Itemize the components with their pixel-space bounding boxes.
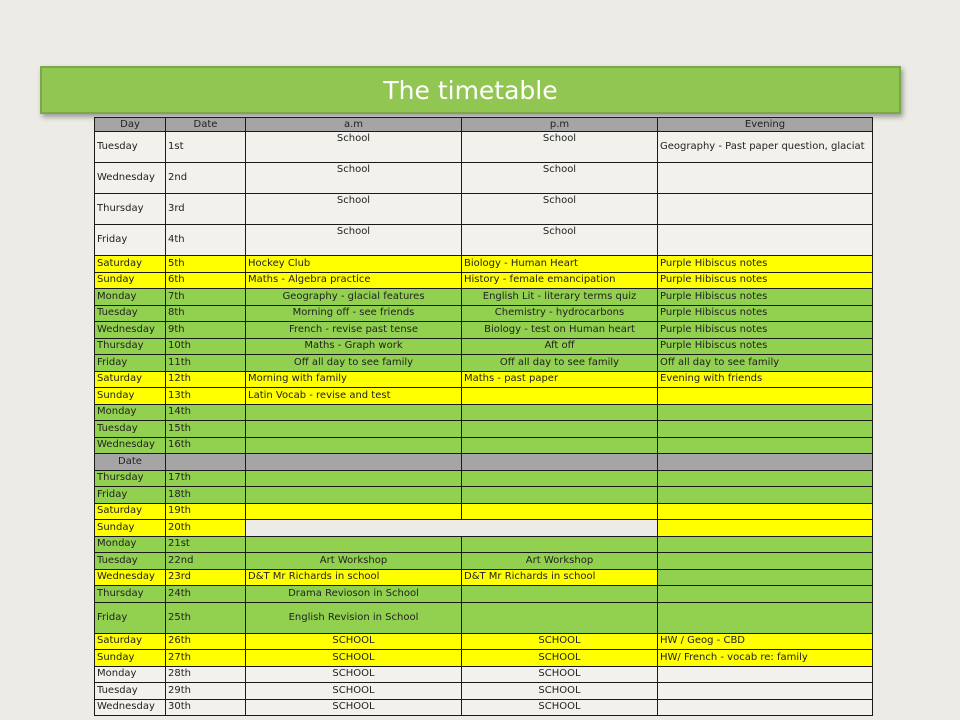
cell-am[interactable] [246, 503, 462, 520]
table-row [95, 272, 873, 289]
cell-date[interactable]: 4th [166, 225, 246, 256]
cell-date[interactable]: 23rd [166, 569, 246, 586]
cell-am[interactable]: Maths - Graph work [246, 338, 462, 355]
cell-evening[interactable] [658, 586, 873, 603]
cell-pm[interactable]: School [462, 225, 658, 256]
cell-day[interactable]: Tuesday [95, 683, 166, 700]
table-row [95, 650, 873, 667]
cell-am[interactable]: Art Workshop [246, 553, 462, 570]
cell-am[interactable] [246, 487, 462, 504]
cell-day[interactable]: Sunday [95, 520, 166, 537]
cell-date[interactable]: 12th [166, 371, 246, 388]
table-row [95, 225, 873, 256]
cell-am[interactable] [246, 536, 462, 553]
cell-am[interactable]: SCHOOL [246, 666, 462, 683]
cell-am[interactable]: Latin Vocab - revise and test [246, 388, 462, 405]
cell-day[interactable]: Friday [95, 487, 166, 504]
cell-date[interactable]: 1st [166, 132, 246, 163]
cell-day[interactable]: Friday [95, 225, 166, 256]
page-title: The timetable [383, 75, 558, 105]
cell-pm[interactable]: Art Workshop [462, 553, 658, 570]
cell-pm[interactable]: Aft off [462, 338, 658, 355]
table-row [95, 322, 873, 339]
cell-date[interactable]: 7th [166, 289, 246, 306]
cell-am[interactable]: D&T Mr Richards in school [246, 569, 462, 586]
table-row [95, 536, 873, 553]
cell-evening[interactable]: HW/ French - vocab re: family [658, 650, 873, 667]
cell-day[interactable]: Monday [95, 666, 166, 683]
cell-pm[interactable] [462, 503, 658, 520]
header-pm: p.m [462, 118, 658, 132]
cell-date[interactable]: 2nd [166, 163, 246, 194]
cell-pm[interactable]: D&T Mr Richards in school [462, 569, 658, 586]
cell-evening[interactable] [658, 437, 873, 454]
cell-am[interactable]: School [246, 194, 462, 225]
table-row [95, 553, 873, 570]
cell-pm[interactable]: School [462, 163, 658, 194]
cell-day[interactable]: Wednesday [95, 322, 166, 339]
cell-pm[interactable] [462, 404, 658, 421]
cell-evening[interactable] [658, 536, 873, 553]
table-row [95, 437, 873, 454]
cell-am[interactable]: English Revision in School [246, 602, 462, 633]
cell-pm[interactable] [462, 454, 658, 471]
cell-evening[interactable]: Purple Hibiscus notes [658, 256, 873, 273]
header-day: Day [95, 118, 166, 132]
cell-day[interactable]: Wednesday [95, 699, 166, 716]
cell-day[interactable]: Saturday [95, 371, 166, 388]
cell-am[interactable] [246, 470, 462, 487]
cell-evening[interactable] [658, 553, 873, 570]
cell-pm[interactable]: SCHOOL [462, 699, 658, 716]
cell-pm[interactable]: History - female emancipation [462, 272, 658, 289]
cell-pm[interactable]: English Lit - literary terms quiz [462, 289, 658, 306]
cell-date[interactable]: 11th [166, 355, 246, 372]
cell-date[interactable]: 3rd [166, 194, 246, 225]
cell-pm[interactable]: Biology - test on Human heart [462, 322, 658, 339]
cell-day[interactable]: Tuesday [95, 421, 166, 438]
cell-day[interactable]: Thursday [95, 194, 166, 225]
cell-pm[interactable]: School [462, 194, 658, 225]
table-row [95, 163, 873, 194]
cell-date[interactable]: 5th [166, 256, 246, 273]
cell-day[interactable]: Wednesday [95, 569, 166, 586]
cell-am[interactable]: French - revise past tense [246, 322, 462, 339]
cell-date[interactable]: 30th [166, 699, 246, 716]
cell-day[interactable]: Tuesday [95, 132, 166, 163]
cell-am[interactable]: Morning with family [246, 371, 462, 388]
table-row [95, 421, 873, 438]
table-row [95, 371, 873, 388]
table-row [95, 194, 873, 225]
cell-evening[interactable] [658, 503, 873, 520]
cell-date[interactable]: 20th [166, 520, 246, 537]
cell-pm[interactable] [462, 602, 658, 633]
cell-evening[interactable] [658, 194, 873, 225]
cell-day[interactable]: Tuesday [95, 553, 166, 570]
cell-am[interactable]: Morning off - see friends [246, 305, 462, 322]
table-row [95, 256, 873, 273]
cell-date[interactable]: 27th [166, 650, 246, 667]
cell-evening[interactable] [658, 454, 873, 471]
cell-pm[interactable] [462, 388, 658, 405]
cell-day[interactable]: Tuesday [95, 305, 166, 322]
cell-evening[interactable]: Evening with friends [658, 371, 873, 388]
cell-pm[interactable] [462, 586, 658, 603]
cell-pm[interactable]: Biology - Human Heart [462, 256, 658, 273]
cell-evening[interactable] [658, 699, 873, 716]
cell-am[interactable]: Drama Revioson in School [246, 586, 462, 603]
table-row [95, 683, 873, 700]
cell-day[interactable]: Wednesday [95, 437, 166, 454]
cell-evening[interactable] [658, 163, 873, 194]
table-row [95, 633, 873, 650]
cell-am[interactable] [246, 454, 462, 471]
cell-am[interactable]: SCHOOL [246, 699, 462, 716]
cell-date[interactable]: 17th [166, 470, 246, 487]
cell-pm[interactable]: Maths - past paper [462, 371, 658, 388]
cell-am[interactable]: School [246, 163, 462, 194]
cell-evening[interactable] [658, 404, 873, 421]
cell-date[interactable] [166, 454, 246, 471]
cell-day[interactable]: Saturday [95, 256, 166, 273]
table-row [95, 503, 873, 520]
table-row [95, 520, 873, 537]
cell-pm[interactable]: SCHOOL [462, 666, 658, 683]
cell-evening[interactable]: HW / Geog - CBD [658, 633, 873, 650]
cell-day[interactable]: Thursday [95, 338, 166, 355]
cell-evening[interactable] [658, 470, 873, 487]
cell-am-pm[interactable] [246, 520, 658, 537]
cell-am[interactable]: SCHOOL [246, 683, 462, 700]
cell-day[interactable]: Saturday [95, 503, 166, 520]
cell-am[interactable]: Maths - Algebra practice [246, 272, 462, 289]
header-am: a.m [246, 118, 462, 132]
cell-date[interactable]: 24th [166, 586, 246, 603]
cell-am[interactable] [246, 421, 462, 438]
cell-date[interactable]: 10th [166, 338, 246, 355]
cell-day[interactable]: Sunday [95, 388, 166, 405]
cell-day[interactable]: Friday [95, 355, 166, 372]
cell-evening[interactable] [658, 683, 873, 700]
cell-am[interactable]: School [246, 225, 462, 256]
table-row [95, 132, 873, 163]
table-row [95, 305, 873, 322]
cell-evening[interactable] [658, 569, 873, 586]
cell-date[interactable]: 9th [166, 322, 246, 339]
cell-evening[interactable] [658, 421, 873, 438]
table-row [95, 338, 873, 355]
table-row [95, 388, 873, 405]
cell-day[interactable]: Thursday [95, 470, 166, 487]
table-row [95, 569, 873, 586]
table-row [95, 470, 873, 487]
table-divider-row [95, 454, 873, 471]
cell-evening[interactable]: Purple Hibiscus notes [658, 322, 873, 339]
cell-date[interactable]: 19th [166, 503, 246, 520]
table-row [95, 355, 873, 372]
cell-date[interactable]: 8th [166, 305, 246, 322]
header-evening: Evening [658, 118, 873, 132]
cell-evening[interactable]: Geography - Past paper question, glaciat [658, 132, 873, 163]
cell-pm[interactable]: SCHOOL [462, 650, 658, 667]
cell-evening[interactable]: Purple Hibiscus notes [658, 338, 873, 355]
cell-evening[interactable] [658, 487, 873, 504]
cell-date[interactable]: 22nd [166, 553, 246, 570]
cell-pm[interactable]: Chemistry - hydrocarbons [462, 305, 658, 322]
cell-date[interactable]: 13th [166, 388, 246, 405]
cell-evening[interactable] [658, 602, 873, 633]
cell-evening[interactable]: Off all day to see family [658, 355, 873, 372]
cell-am[interactable]: Geography - glacial features [246, 289, 462, 306]
cell-day[interactable]: Saturday [95, 633, 166, 650]
timetable-table [94, 117, 873, 716]
cell-pm[interactable] [462, 421, 658, 438]
cell-date[interactable]: 18th [166, 487, 246, 504]
cell-evening[interactable]: Purple Hibiscus notes [658, 289, 873, 306]
cell-pm[interactable] [462, 536, 658, 553]
cell-day[interactable]: Date [95, 454, 166, 471]
cell-am[interactable]: School [246, 132, 462, 163]
cell-day[interactable]: Sunday [95, 650, 166, 667]
cell-date[interactable]: 21st [166, 536, 246, 553]
cell-day[interactable]: Friday [95, 602, 166, 633]
cell-day[interactable]: Monday [95, 289, 166, 306]
table-header-row [95, 118, 873, 132]
cell-evening[interactable] [658, 666, 873, 683]
table-row [95, 666, 873, 683]
cell-am[interactable]: SCHOOL [246, 633, 462, 650]
cell-date[interactable]: 6th [166, 272, 246, 289]
table-row [95, 586, 873, 603]
table-row [95, 602, 873, 633]
cell-day[interactable]: Sunday [95, 272, 166, 289]
cell-am[interactable] [246, 404, 462, 421]
table-row [95, 404, 873, 421]
title-banner [40, 66, 901, 114]
cell-date[interactable]: 14th [166, 404, 246, 421]
cell-day[interactable]: Monday [95, 404, 166, 421]
cell-pm[interactable]: SCHOOL [462, 683, 658, 700]
table-row [95, 699, 873, 716]
table-row [95, 289, 873, 306]
cell-date[interactable]: 25th [166, 602, 246, 633]
cell-date[interactable]: 26th [166, 633, 246, 650]
header-date: Date [166, 118, 246, 132]
cell-evening[interactable] [658, 225, 873, 256]
cell-am[interactable]: SCHOOL [246, 650, 462, 667]
cell-pm[interactable] [462, 470, 658, 487]
table-row [95, 487, 873, 504]
cell-am[interactable]: Hockey Club [246, 256, 462, 273]
cell-day[interactable]: Monday [95, 536, 166, 553]
cell-evening[interactable]: Purple Hibiscus notes [658, 305, 873, 322]
cell-pm[interactable] [462, 437, 658, 454]
cell-evening[interactable] [658, 388, 873, 405]
cell-pm[interactable] [462, 487, 658, 504]
cell-day[interactable]: Wednesday [95, 163, 166, 194]
cell-evening[interactable]: Purple Hibiscus notes [658, 272, 873, 289]
cell-date[interactable]: 29th [166, 683, 246, 700]
cell-date[interactable]: 28th [166, 666, 246, 683]
cell-am[interactable] [246, 437, 462, 454]
cell-evening[interactable] [658, 520, 873, 537]
cell-day[interactable]: Thursday [95, 586, 166, 603]
cell-am[interactable]: Off all day to see family [246, 355, 462, 372]
cell-date[interactable]: 16th [166, 437, 246, 454]
cell-date[interactable]: 15th [166, 421, 246, 438]
cell-pm[interactable]: Off all day to see family [462, 355, 658, 372]
cell-pm[interactable]: SCHOOL [462, 633, 658, 650]
cell-pm[interactable]: School [462, 132, 658, 163]
